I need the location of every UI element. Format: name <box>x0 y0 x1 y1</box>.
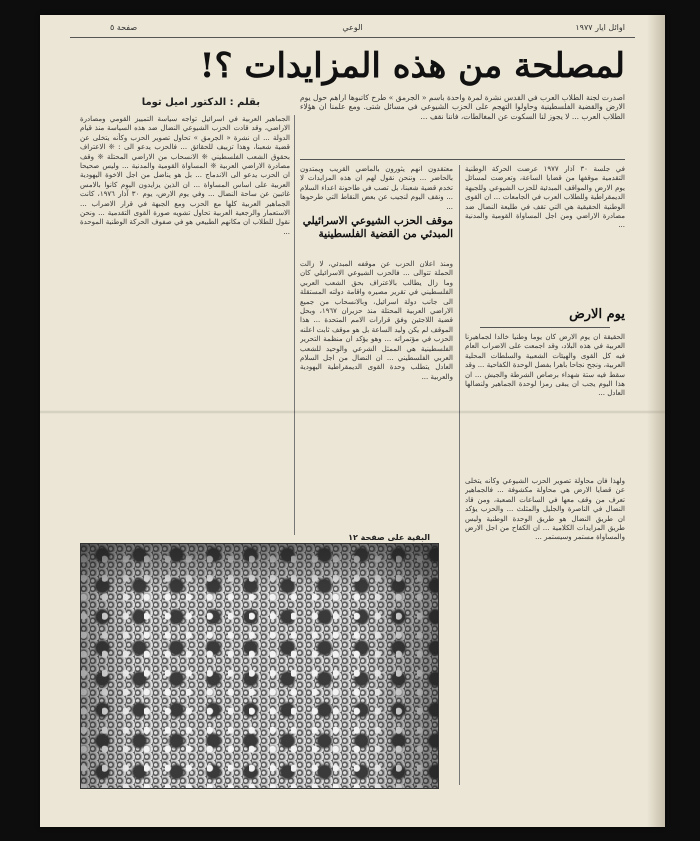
right-column-bottom: ولهذا فان محاولة تصوير الحزب الشيوعي وكأنه يتخلى عن قضايا الارض هي محاولة مكشوفة ... فالجماهير تعرف من وقف معها في الساعات الصعبة، ومن قاد النضال في الناصرة والجليل والمثلث ... والحزب يؤكد ان طريق النضال هو طريق الوحدة الوطنية وليس طريق المزايدات الكلامية ... ان الكفاح من اجل الارض والمساواة مستمر وسيستمر ... <box>465 477 625 542</box>
column-divider-left <box>294 115 295 535</box>
page-number: صفحة ٥ <box>110 23 138 32</box>
column-divider-right <box>459 165 460 785</box>
left-column: الجماهير العربية في اسرائيل تواجه سياسة التمييز القومي ومصادرة الاراضي، وقد قادت الحزب الشيوعي النضال ضد هذه السياسة منذ قيام الدولة ... ان نشرة « الجرمق » تحاول تصوير الحزب وكأنه يتخلى عن قضية شعبنا، وهذا تزييف للحقائق ... فالحزب يدعو الى : ❊ الاعتراف بحقوق الشعب الفلسطيني ❊ الانسحاب من الاراضي المحتلة ❊ وقف مصادرة الاراضي العربية ❊ المساواة القومية والمدنية ... وليس صحيحا ان الحزب يدعو الى الاندماج ... بل هو يناضل من اجل الاخوة اليهودية العربية على اساس المساواة ... ان الذين يزايدون اليوم كانوا بالامس غائبين عن ساحة النضال ... وفي يوم الارض، يوم ٣٠ آذار ١٩٧٦، كانت الجماهير العربية كلها مع الحزب ومع الجبهة في قرار الاضراب ... الاستعمار والرجعية العربية تحاول تشويه صورة القوى التقدمية ... ونحن نقول للطلاب ان مكانهم الطبيعي هو في صفوف الحركة الوطنية الموحدة ... <box>80 115 290 236</box>
continuation-note: البقية على صفحة ١٢ <box>348 533 430 542</box>
paper-fold <box>40 410 665 414</box>
section-title-land-day: يوم الارض <box>569 307 625 322</box>
right-column-middle: الحقيقة ان يوم الارض كان يوما وطنيا خالدا لجماهيرنا العربية في هذه البلاد، وقد اجمعت على الاضراب العام فيه كل القوى والهيئات الشعبية والسلطات المحلية العربية، ونجح نجاحا باهرا بفضل الوحدة الكفاحية ... وقد سقط فيه ستة شهداء برصاص الشرطة والجيش ... ان هذا اليوم يجب ان يبقى رمزا لوحدة الجماهير ولنضالها العادل ... <box>465 333 625 398</box>
crowd-photo <box>80 543 439 789</box>
middle-column-top: معتقدون انهم يثورون بالماضي القريب ويمتدون بالحاضر ... وننحن نقول لهم ان هذه المزايدات لا تخدم قضية شعبنا، بل تصب في طاحونة اعداء السلام ... ونقف اليوم لنجيب عن بعض النقاط التي طرحوها ... <box>300 165 453 211</box>
issue-date: اوائل ايار ١٩٧٧ <box>575 23 625 32</box>
middle-column: ومنذ اعلان الحزب عن موقفه المبدئي، لا زالت الحملة تتوالى ... فالحزب الشيوعي الاسرائيلي كان وما زال يطالب بالاعتراف بحق الشعب العربي الفلسطيني في تقرير مصيره واقامة دولته المستقلة الى جانب دولة اسرائيل، وبالانسحاب من جميع الاراضي العربية المحتلة منذ حزيران ١٩٦٧، وبحل قضية اللاجئين وفق قرارات الامم المتحدة ... هذا الموقف لم يكن وليد الساعة بل هو موقف ثابت اعلنه الحزب في مؤتمراته ... وهو يؤكد ان منظمة التحرير الفلسطينية هي الممثل الشرعي والوحيد للشعب العربي الفلسطيني ... ان النضال من اجل السلام العادل يتطلب وحدة القوى الديمقراطية اليهودية والعربية ... <box>300 260 453 381</box>
top-rule <box>70 37 635 38</box>
headline: لمصلحة من هذه المزايدات ؟! <box>199 46 625 86</box>
subheading-rule <box>480 327 610 328</box>
section-title-party-position: موقف الحزب الشيوعي الاسرائيلي المبدئي من القضية الفلسطينية <box>302 215 453 240</box>
intro-paragraph: اصدرت لجنة الطلاب العرب في القدس نشرة لمرة واحدة باسم « الجرمق » طرح كاتبوها اراهم حول يوم الارض والقضية الفلسطينية وحاولوا التهجم على الحزب الشيوعي في مسائل شتى. ومع علمنا ان هؤلاء الطلاب العرب ... لا يجوز لنا السكوت عن المغالطات، فاننا نقف ... <box>300 93 625 121</box>
masthead: الوعي <box>342 23 363 32</box>
byline: بقلم : الدكتور اميل توما <box>141 97 260 108</box>
intro-rule <box>300 159 625 160</box>
right-column-top: في جلسة ٣٠ آذار ١٩٧٧ عرضت الحركة الوطنية التقدمية موقفها من قضايا الساعة، وتعرضت لمسائل يوم الارض والمواقف المبدئية للحزب الشيوعي وللجبهة الديمقراطية وللطلاب العرب في الجامعات ... ان القوى الوطنية الحقيقية هي التي تقف في طليعة النضال ضد مصادرة الاراضي ومن اجل المساواة القومية والمدنية ... <box>465 165 625 230</box>
newspaper-page <box>40 15 665 827</box>
